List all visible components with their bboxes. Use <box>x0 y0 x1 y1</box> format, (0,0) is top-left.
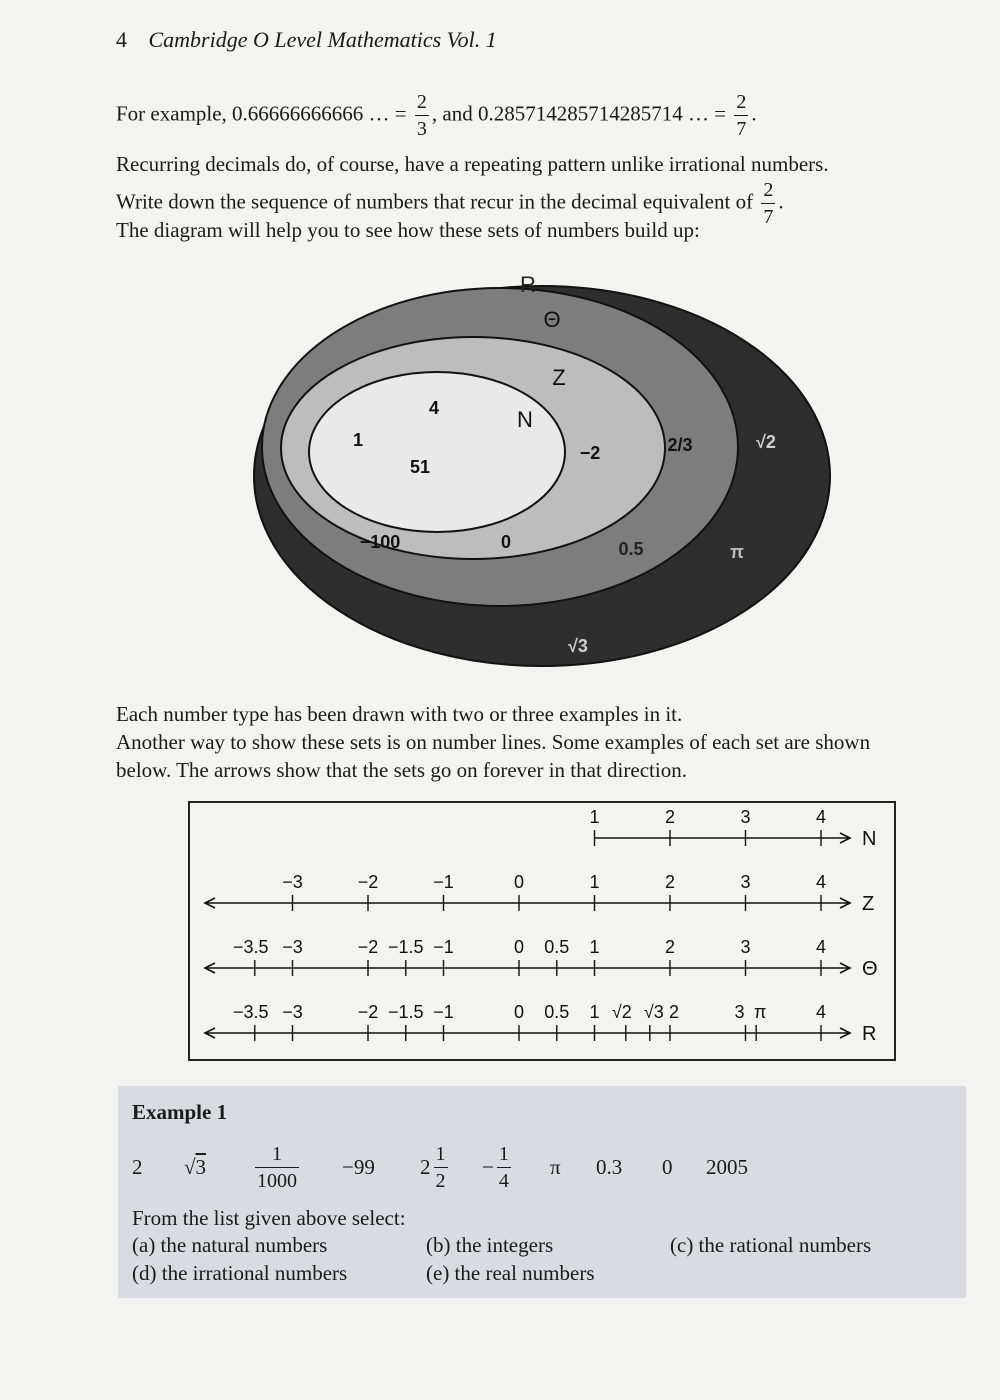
question-e: (e) the real numbers <box>426 1261 595 1285</box>
fraction-numerator: 1 <box>498 1142 509 1165</box>
example-prompt: From the list given above select: <box>132 1206 406 1230</box>
number-line-tick-label: 4 <box>815 1002 827 1022</box>
minus-sign: − <box>482 1154 494 1179</box>
integer-example: 0 <box>500 532 512 552</box>
number-line-tick-label: −2 <box>357 872 379 892</box>
list-item-mixed-number <box>420 1136 451 1198</box>
number-line-tick-label: 4 <box>815 807 827 827</box>
set-r-label: R <box>520 272 536 297</box>
example-prefix: For example, 0.66666666666 … = <box>116 101 407 126</box>
example-title: Example 1 <box>132 1100 228 1124</box>
fraction-denominator: 7 <box>736 118 747 140</box>
number-line-set-label: N <box>862 828 877 850</box>
number-line-tick-label: 2 <box>664 937 676 957</box>
set-q-label: Θ <box>543 307 561 332</box>
example-middle: , and 0.285714285714285714 … = <box>431 101 727 126</box>
rational-example: 2/3 <box>667 435 693 455</box>
fraction-numerator: 1 <box>272 1142 282 1165</box>
list-item: π <box>550 1154 561 1179</box>
number-line-tick-label: 0 <box>513 1002 525 1022</box>
number-line-tick-label: −1.5 <box>387 937 424 957</box>
number-line-tick-label: −1 <box>433 1002 454 1022</box>
number-line-tick-label: 4 <box>815 872 827 892</box>
number-line-tick-label: 0.5 <box>544 937 570 957</box>
number-line-tick-label: −1.5 <box>387 1002 424 1022</box>
number-line-set-label: Θ <box>862 958 878 980</box>
list-item-sqrt3 <box>184 1136 206 1198</box>
question-d: (d) the irrational numbers <box>132 1261 348 1285</box>
number-line-tick-label: 3 <box>734 1002 745 1022</box>
list-item: −99 <box>342 1154 375 1179</box>
list-item: 2 <box>132 1154 143 1179</box>
number-line-tick-label: 4 <box>815 937 827 957</box>
fraction-numerator: 1 <box>435 1142 446 1165</box>
number-line-tick-label: 1 <box>589 872 600 892</box>
number-line-tick-label: π <box>753 1002 767 1022</box>
sqrt-symbol: √ <box>184 1154 196 1179</box>
integer-example: −100 <box>359 532 401 552</box>
number-line-tick-label: 2 <box>664 872 676 892</box>
number-line-tick-label: −2 <box>357 1002 379 1022</box>
example-end: . <box>751 101 757 126</box>
fraction-bar <box>497 1167 511 1168</box>
number-line-tick-label: −3 <box>282 872 303 892</box>
recurring-sentence: Recurring decimals do, of course, have a repeating pattern unlike irrational numbers. <box>116 152 829 176</box>
rational-example: 0.5 <box>618 539 644 559</box>
list-item: 2005 <box>706 1154 748 1179</box>
diagram-intro-sentence: The diagram will help you to see how these sets of numbers build up: <box>116 218 700 242</box>
question-b: (b) the integers <box>426 1233 554 1257</box>
book-title: Cambridge O Level Mathematics Vol. 1 <box>148 27 497 52</box>
integer-example: −2 <box>579 443 601 463</box>
fraction-denominator: 7 <box>763 206 774 228</box>
write-down-text: Write down the sequence of numbers that recur in the decimal equivalent of <box>116 189 754 214</box>
question-a: (a) the natural numbers <box>132 1233 328 1257</box>
write-down-end: . <box>778 189 784 214</box>
number-line-tick-label: −1 <box>433 937 454 957</box>
set-z-label: Z <box>552 365 566 390</box>
natural-example: 4 <box>428 398 440 418</box>
number-line-tick-label: 0 <box>513 872 525 892</box>
example-1-panel <box>118 1086 966 1298</box>
natural-example: 1 <box>352 430 364 450</box>
real-example: √2 <box>756 432 776 452</box>
list-item-neg-quarter <box>482 1136 514 1198</box>
page-number: 4 <box>116 27 127 52</box>
mixed-whole: 2 <box>420 1154 431 1179</box>
number-line-tick-label: 3 <box>740 807 751 827</box>
fraction-bar <box>255 1167 299 1168</box>
after-diagram-line-3: below. The arrows show that the sets go on forever in that direction. <box>116 758 687 782</box>
number-line-set-label: R <box>862 1023 877 1045</box>
list-item: 0 <box>662 1154 673 1179</box>
fraction-denominator: 4 <box>498 1169 509 1192</box>
number-line-tick-label: 2 <box>668 1002 680 1022</box>
number-line-tick-label: 0.5 <box>544 1002 570 1022</box>
number-line-tick-label: 1 <box>589 1002 600 1022</box>
set-n-label: N <box>517 407 533 432</box>
fraction-numerator: 2 <box>416 91 427 113</box>
number-lines <box>0 800 1000 1062</box>
number-line-tick-label: −3 <box>282 1002 303 1022</box>
list-item-frac-1000 <box>252 1136 302 1198</box>
sqrt-radicand: 3 <box>195 1154 207 1179</box>
number-line-tick-label: 1 <box>589 937 600 957</box>
number-line-tick-label: −2 <box>357 937 379 957</box>
number-line-tick-label: −3 <box>282 937 303 957</box>
number-line-tick-label: −1 <box>433 872 454 892</box>
fraction-numerator: 2 <box>736 91 747 113</box>
after-diagram-line-2: Another way to show these sets is on number lines. Some examples of each set are shown <box>116 730 871 754</box>
number-line-tick-label: 0 <box>513 937 525 957</box>
fraction-denominator: 2 <box>435 1169 446 1192</box>
number-line-tick-label: 2 <box>664 807 676 827</box>
number-line-tick-label: 3 <box>740 872 751 892</box>
real-example: π <box>730 542 744 562</box>
number-line-tick-label: √3 <box>643 1002 664 1022</box>
real-example: √3 <box>568 636 588 656</box>
number-line-tick-label: 3 <box>740 937 751 957</box>
fraction-denominator: 1000 <box>257 1169 297 1192</box>
fraction-numerator: 2 <box>763 179 774 201</box>
set-n-region <box>309 372 565 532</box>
number-line-tick-label: √2 <box>611 1002 632 1022</box>
number-line-tick-label: −3.5 <box>232 1002 269 1022</box>
fraction-bar <box>434 1167 448 1168</box>
natural-example: 51 <box>409 457 431 477</box>
number-line-set-label: Z <box>862 893 875 915</box>
number-line-tick-label: −3.5 <box>232 937 269 957</box>
fraction-denominator: 3 <box>416 118 427 140</box>
after-diagram-line-1: Each number type has been drawn with two or three examples in it. <box>116 702 683 726</box>
number-line-tick-label: 1 <box>589 807 600 827</box>
list-item: 0.3 <box>596 1154 623 1179</box>
question-c: (c) the rational numbers <box>670 1233 872 1257</box>
example-number-list <box>132 1136 912 1198</box>
